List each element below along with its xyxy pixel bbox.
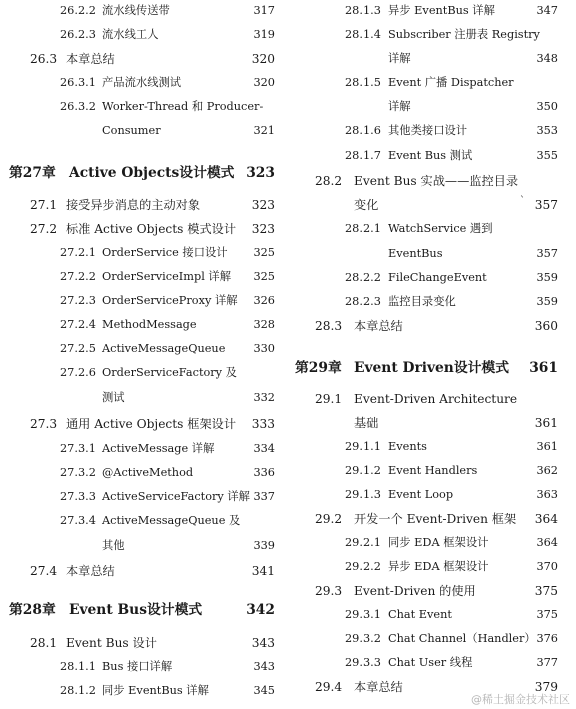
toc-entry-page: 362 — [536, 464, 558, 477]
toc-entry-title: 变化 — [354, 198, 379, 212]
toc-entry-number: 29.2.1 — [345, 536, 381, 549]
toc-entry-page: 332 — [253, 391, 275, 404]
toc-entry-number: 27.1 — [30, 198, 58, 212]
toc-entry[interactable] — [0, 292, 275, 310]
toc-entry[interactable] — [0, 562, 275, 580]
toc-entry-title: Chat Event — [388, 608, 452, 621]
toc-entry-page: 328 — [253, 318, 275, 331]
toc-entry-page: 333 — [251, 417, 275, 431]
toc-entry-page: 370 — [536, 560, 558, 573]
toc-entry-page: 343 — [251, 636, 275, 650]
toc-entry-title: 本章总结 — [66, 52, 115, 66]
stray-mark: ` — [520, 196, 525, 207]
toc-entry[interactable] — [292, 558, 558, 576]
toc-entry-title: 异步 EventBus 详解 — [388, 4, 495, 17]
toc-entry[interactable] — [0, 163, 275, 183]
toc-entry[interactable] — [292, 2, 558, 20]
toc-entry-title: Event Bus 实战——监控目录 — [354, 174, 519, 188]
toc-entry[interactable] — [0, 512, 275, 530]
toc-entry-number: 第27章 — [9, 165, 56, 181]
toc-entry-page: 320 — [251, 52, 275, 66]
toc-entry-page: 347 — [536, 4, 558, 17]
toc-entry-title: Event Bus设计模式 — [69, 602, 203, 618]
toc-entry-number: 27.4 — [30, 564, 58, 578]
toc-entry[interactable] — [292, 654, 558, 672]
toc-entry-number: 29.3.2 — [345, 632, 381, 645]
toc-entry-title: OrderService 接口设计 — [102, 246, 228, 259]
toc-entry-title: 流水线工人 — [102, 28, 159, 41]
toc-entry[interactable] — [292, 269, 558, 287]
toc-entry-page: 336 — [253, 466, 275, 479]
toc-entry[interactable] — [0, 268, 275, 286]
toc-entry-page: 319 — [253, 28, 275, 41]
toc-entry-number: 29.1.3 — [345, 488, 381, 501]
toc-entry-number: 26.3.2 — [60, 100, 96, 113]
toc-entry-title: ActiveMessageQueue — [102, 342, 226, 355]
toc-entry-title: 产品流水线测试 — [102, 76, 182, 89]
toc-entry-title: Event Driven设计模式 — [354, 360, 510, 376]
toc-entry-title: Event Bus 测试 — [388, 149, 473, 162]
toc-entry[interactable] — [292, 172, 558, 190]
toc-entry[interactable] — [0, 464, 275, 482]
toc-entry-number: 第29章 — [295, 360, 342, 376]
toc-entry[interactable] — [292, 50, 558, 68]
toc-entry-page: 337 — [253, 490, 275, 503]
toc-entry[interactable] — [0, 364, 275, 382]
toc-entry-page: 330 — [253, 342, 275, 355]
toc-entry-page: 357 — [536, 247, 558, 260]
toc-entry-page: 359 — [536, 271, 558, 284]
toc-entry-title: 同步 EventBus 详解 — [102, 684, 209, 697]
toc-entry[interactable] — [0, 537, 275, 555]
toc-entry-number: 28.1.5 — [345, 76, 381, 89]
toc-entry[interactable] — [292, 220, 558, 238]
toc-entry-number: 29.1 — [315, 392, 343, 406]
toc-entry[interactable] — [0, 74, 275, 92]
toc-entry[interactable] — [292, 510, 558, 528]
toc-entry[interactable] — [0, 26, 275, 44]
toc-entry-number: 27.3.2 — [60, 466, 96, 479]
toc-entry-number: 29.2.2 — [345, 560, 381, 573]
toc-entry-page: 364 — [534, 512, 558, 526]
toc-entry-page: 361 — [534, 416, 558, 430]
toc-entry-title: MethodMessage — [102, 318, 197, 331]
toc-entry-number: 27.3.4 — [60, 514, 96, 527]
toc-entry-title: 本章总结 — [354, 680, 403, 694]
toc-entry-number: 27.3 — [30, 417, 58, 431]
toc-entry-page: 379 — [534, 680, 558, 694]
toc-entry-number: 29.1.1 — [345, 440, 381, 453]
toc-entry-page: 360 — [534, 319, 558, 333]
watermark: @稀土掘金技术社区 — [471, 693, 570, 706]
toc-entry-page: 345 — [253, 684, 275, 697]
toc-entry-number: 28.3 — [315, 319, 343, 333]
toc-entry-title: Event-Driven 的使用 — [354, 584, 476, 598]
toc-entry-number: 28.1.2 — [60, 684, 96, 697]
toc-entry-page: 326 — [253, 294, 275, 307]
toc-entry-title: 基础 — [354, 416, 379, 430]
toc-entry-page: 361 — [529, 360, 558, 376]
toc-entry-page: 323 — [246, 165, 275, 181]
toc-entry-title: Chat User 线程 — [388, 656, 473, 669]
toc-entry[interactable] — [292, 462, 558, 480]
toc-entry-page: 325 — [253, 270, 275, 283]
toc-entry-number: 27.2.5 — [60, 342, 96, 355]
toc-entry-page: 343 — [253, 660, 275, 673]
toc-entry-title: 开发一个 Event-Driven 框架 — [354, 512, 517, 526]
toc-entry[interactable] — [292, 74, 558, 92]
toc-entry[interactable] — [0, 50, 275, 68]
toc-entry-page: 317 — [253, 4, 275, 17]
toc-entry[interactable] — [0, 340, 275, 358]
toc-entry-title: FileChangeEvent — [388, 271, 487, 284]
toc-entry-page: 364 — [536, 536, 558, 549]
toc-entry-title: WatchService 遇到 — [388, 222, 493, 235]
toc-entry-title: 其他 — [102, 539, 125, 552]
toc-entry-page: 323 — [251, 222, 275, 236]
toc-entry-page: 376 — [536, 632, 558, 645]
toc-entry-number: 27.2.3 — [60, 294, 96, 307]
toc-entry-page: 348 — [536, 52, 558, 65]
toc-entry-number: 29.3.3 — [345, 656, 381, 669]
toc-entry-title: Bus 接口详解 — [102, 660, 173, 673]
toc-entry-page: 321 — [253, 124, 275, 137]
toc-entry[interactable] — [0, 682, 275, 700]
toc-entry-page: 334 — [253, 442, 275, 455]
toc-entry-number: 26.2.2 — [60, 4, 96, 17]
toc-entry[interactable] — [292, 582, 558, 600]
toc-entry-page: 325 — [253, 246, 275, 259]
toc-entry-number: 29.4 — [315, 680, 343, 694]
toc-entry-title: 通用 Active Objects 框架设计 — [66, 417, 237, 431]
toc-entry-title: 详解 — [388, 100, 411, 113]
toc-entry-page: 375 — [536, 608, 558, 621]
toc-entry-title: 本章总结 — [354, 319, 403, 333]
toc-entry-number: 28.1.6 — [345, 124, 381, 137]
toc-entry[interactable] — [0, 244, 275, 262]
toc-entry-number: 27.2.6 — [60, 366, 96, 379]
toc-entry[interactable] — [292, 390, 558, 408]
toc-entry[interactable] — [292, 358, 558, 378]
toc-entry[interactable] — [0, 196, 275, 214]
toc-entry-number: 27.2.4 — [60, 318, 96, 331]
toc-entry-title: EventBus — [388, 247, 443, 260]
toc-entry-title: 本章总结 — [66, 564, 115, 578]
toc-entry-page: 361 — [536, 440, 558, 453]
toc-entry-page: 341 — [251, 564, 275, 578]
toc-entry-number: 26.3.1 — [60, 76, 96, 89]
toc-entry-number: 26.2.3 — [60, 28, 96, 41]
toc-entry-number: 29.3.1 — [345, 608, 381, 621]
toc-entry[interactable] — [0, 600, 275, 620]
toc-entry-title: Events — [388, 440, 427, 453]
toc-entry-title: 异步 EDA 框架设计 — [388, 560, 489, 573]
toc-entry-page: 359 — [536, 295, 558, 308]
toc-entry-number: 27.2 — [30, 222, 58, 236]
toc-entry[interactable] — [292, 630, 558, 648]
toc-entry[interactable] — [292, 245, 558, 263]
toc-entry[interactable] — [0, 389, 275, 407]
toc-entry-number: 29.2 — [315, 512, 343, 526]
toc-entry-page: 375 — [534, 584, 558, 598]
toc-entry[interactable] — [0, 2, 275, 20]
toc-entry[interactable] — [0, 415, 275, 433]
toc-entry-page: 342 — [246, 602, 275, 618]
toc-entry-title: Event-Driven Architecture — [354, 392, 518, 406]
toc-entry-title: 其他类接口设计 — [388, 124, 468, 137]
toc-entry-title: Chat Channel（Handler） — [388, 632, 536, 645]
toc-entry-title: 同步 EDA 框架设计 — [388, 536, 489, 549]
toc-entry-title: 测试 — [102, 391, 125, 404]
toc-entry[interactable] — [292, 196, 558, 214]
toc-entry[interactable] — [0, 658, 275, 676]
toc-entry-page: 377 — [536, 656, 558, 669]
toc-entry[interactable] — [292, 534, 558, 552]
toc-entry-page: 355 — [536, 149, 558, 162]
toc-entry-number: 27.2.1 — [60, 246, 96, 259]
toc-entry-title: Event 广播 Dispatcher — [388, 76, 514, 89]
toc-entry-title: ActiveServiceFactory 详解 — [102, 490, 250, 503]
toc-entry-title: 接受异步消息的主动对象 — [66, 198, 201, 212]
toc-entry[interactable] — [292, 147, 558, 165]
toc-entry-title: OrderServiceImpl 详解 — [102, 270, 232, 283]
toc-entry-number: 28.1.3 — [345, 4, 381, 17]
toc-entry-title: @ActiveMethod — [102, 466, 194, 479]
toc-entry-number: 29.3 — [315, 584, 343, 598]
toc-entry-page: 353 — [536, 124, 558, 137]
toc-entry[interactable] — [292, 438, 558, 456]
toc-entry-title: Event Loop — [388, 488, 454, 501]
toc-entry-page: 320 — [253, 76, 275, 89]
toc-entry-title: Event Handlers — [388, 464, 478, 477]
toc-entry[interactable] — [292, 414, 558, 432]
toc-entry-number: 29.1.2 — [345, 464, 381, 477]
toc-entry[interactable] — [0, 220, 275, 238]
toc-entry-page: 350 — [536, 100, 558, 113]
toc-entry-title: Subscriber 注册表 Registry — [388, 28, 540, 41]
toc-entry[interactable] — [292, 293, 558, 311]
toc-entry-page: 323 — [251, 198, 275, 212]
toc-entry[interactable] — [0, 98, 275, 116]
toc-entry[interactable] — [0, 316, 275, 334]
toc-entry-title: 监控目录变化 — [388, 295, 456, 308]
toc-entry-page: 339 — [253, 539, 275, 552]
toc-entry-title: OrderServiceFactory 及 — [102, 366, 237, 379]
toc-entry[interactable] — [292, 26, 558, 44]
toc-entry[interactable] — [0, 488, 275, 506]
toc-entry-number: 28.1 — [30, 636, 58, 650]
toc-entry[interactable] — [292, 486, 558, 504]
toc-entry[interactable] — [292, 122, 558, 140]
toc-entry-number: 28.1.4 — [345, 28, 381, 41]
toc-entry-number: 28.1.1 — [60, 660, 96, 673]
toc-entry-title: 标准 Active Objects 模式设计 — [66, 222, 237, 236]
toc-entry-title: Active Objects设计模式 — [69, 165, 235, 181]
toc-entry-title: Consumer — [102, 124, 161, 137]
toc-entry-number: 27.2.2 — [60, 270, 96, 283]
toc-entry-number: 28.1.7 — [345, 149, 381, 162]
toc-entry-page: 357 — [534, 198, 558, 212]
toc-entry-title: ActiveMessage 详解 — [102, 442, 215, 455]
toc-entry[interactable] — [0, 634, 275, 652]
toc-entry-title: 详解 — [388, 52, 411, 65]
toc-entry[interactable] — [292, 98, 558, 116]
toc-entry-number: 28.2.1 — [345, 222, 381, 235]
toc-entry-number: 28.2.2 — [345, 271, 381, 284]
toc-entry-number: 28.2.3 — [345, 295, 381, 308]
toc-entry-number: 第28章 — [9, 602, 56, 618]
toc-entry-number: 27.3.1 — [60, 442, 96, 455]
toc-entry[interactable] — [0, 122, 275, 140]
toc-entry[interactable] — [292, 317, 558, 335]
toc-entry-title: ActiveMessageQueue 及 — [102, 514, 241, 527]
toc-entry-number: 26.3 — [30, 52, 58, 66]
toc-entry[interactable] — [292, 606, 558, 624]
toc-entry-page: 363 — [536, 488, 558, 501]
toc-entry-number: 28.2 — [315, 174, 343, 188]
toc-entry-title: 流水线传送带 — [102, 4, 170, 17]
toc-entry[interactable] — [0, 440, 275, 458]
toc-entry-title: Worker-Thread 和 Producer- — [102, 100, 264, 113]
toc-entry-title: Event Bus 设计 — [66, 636, 157, 650]
toc-entry-number: 27.3.3 — [60, 490, 96, 503]
toc-entry-title: OrderServiceProxy 详解 — [102, 294, 238, 307]
